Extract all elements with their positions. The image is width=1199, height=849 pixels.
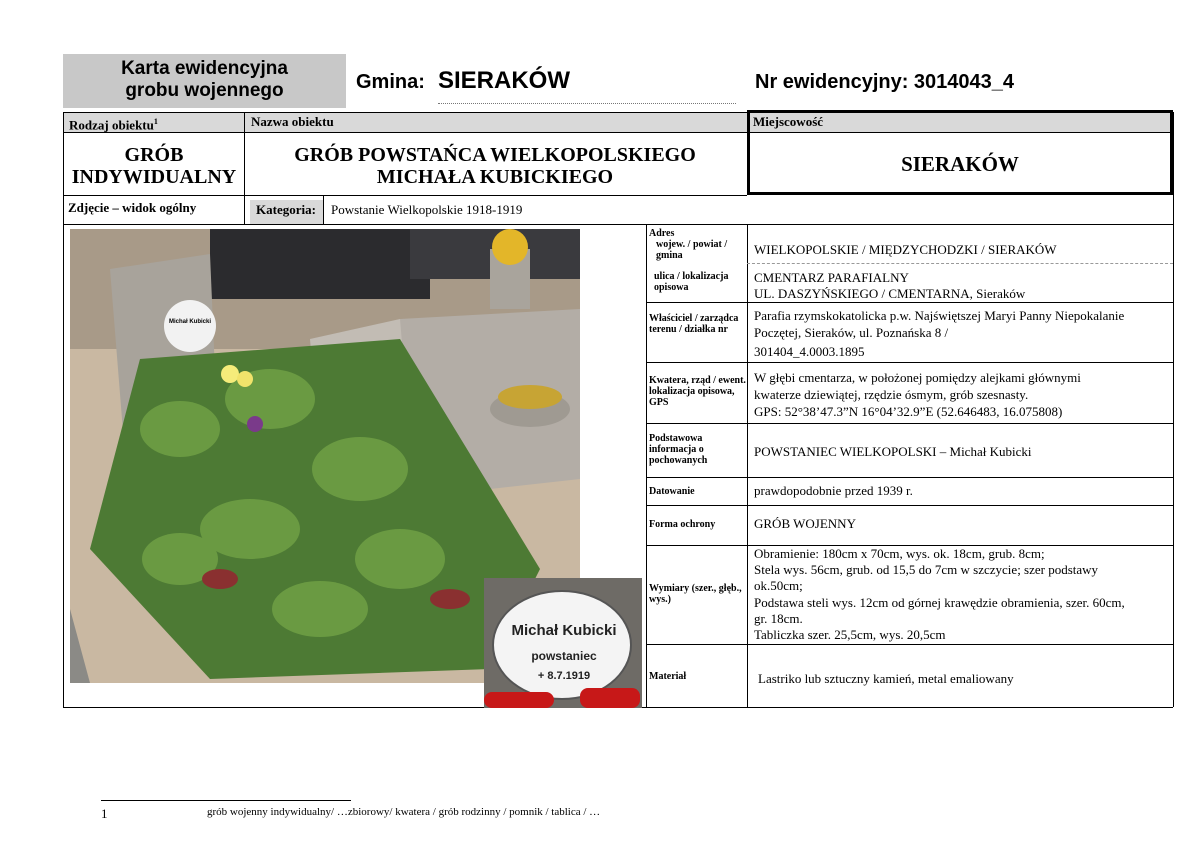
footnote-text: grób wojenny indywidualny/ …zbiorowy/ kwatera / grób rodzinny / pomnik / tablica / … bbox=[207, 806, 601, 818]
plaque-date: + 8.7.1919 bbox=[537, 670, 591, 682]
datowanie-value: prawdopodobnie przed 1939 r. bbox=[754, 483, 913, 498]
rule bbox=[1173, 112, 1174, 707]
gmina-underline bbox=[438, 103, 736, 104]
rodzaj-label-text: Rodzaj obiektu bbox=[69, 117, 154, 133]
miejscowosc-value: SIERAKÓW bbox=[901, 152, 1019, 176]
rodzaj-value-line1: GRÓB bbox=[124, 144, 184, 166]
red-ribbon bbox=[484, 692, 554, 708]
wymiary-label: Wymiary (szer., głęb., wys.) bbox=[649, 583, 742, 605]
rule bbox=[63, 112, 64, 707]
kwatera-value-line1: W głębi cmentarza, w położonej pomiędzy alejkami głównymi bbox=[754, 370, 1081, 385]
podstawowa-label: Podstawowa informacja o pochowanych bbox=[649, 433, 708, 466]
material-label: Materiał bbox=[649, 671, 687, 682]
wojewodztwo-value: WIELKOPOLSKIE / MIĘDZYCHODZKI / SIERAKÓW bbox=[754, 242, 1057, 257]
plaque-oval bbox=[492, 590, 632, 700]
nazwa-value-line1: GRÓB POWSTAŃCA WIELKOPOLSKIEGO bbox=[294, 144, 696, 166]
footnote-rule bbox=[101, 800, 351, 801]
kwatera-label: Kwatera, rząd / ewent. lokalizacja opisowa, GPS bbox=[649, 375, 746, 408]
ulica-value-line2: UL. DASZYŃSKIEGO / CMENTARNA, Sieraków bbox=[754, 286, 1026, 301]
footnote-ref: 1 bbox=[153, 117, 158, 126]
gmina-label: Gmina: bbox=[356, 71, 425, 93]
wojewodztwo-label: wojew. / powiat / gmina bbox=[656, 239, 728, 261]
rodzaj-value bbox=[64, 144, 244, 188]
wymiary-value-line2: Stela wys. 56cm, grub. od 15,5 do 7cm w szczycie; szer podstawy bbox=[754, 562, 1099, 577]
wymiary-value-line3: ok.50cm; bbox=[754, 578, 803, 593]
red-ribbon bbox=[580, 688, 640, 708]
ulica-value-line1: CMENTARZ PARAFIALNY bbox=[754, 270, 909, 285]
card-title-line1: Karta ewidencyjna bbox=[121, 58, 288, 79]
wlasciciel-label: Właściciel / zarządca terenu / działka nr bbox=[649, 313, 739, 335]
kwatera-value-line2: kwaterze dziewiątej, rzędzie ósmym, grób szesnasty. bbox=[754, 387, 1029, 402]
wlasciciel-value-line3: 301404_4.0003.1895 bbox=[754, 344, 865, 359]
plaque-role: powstaniec bbox=[531, 649, 597, 663]
wlasciciel-value-line2: Poczętej, Sieraków, ul. Poznańska 8 / bbox=[754, 325, 949, 340]
miejscowosc-label: Miejscowość bbox=[753, 114, 824, 129]
ulica-label: ulica / lokalizacja opisowa bbox=[654, 271, 729, 293]
rule bbox=[63, 195, 747, 196]
plaque-name: Michał Kubicki bbox=[511, 622, 617, 639]
nazwa-label: Nazwa obiektu bbox=[251, 114, 334, 129]
rule bbox=[323, 196, 324, 224]
zdjecie-label: Zdjęcie – widok ogólny bbox=[68, 200, 197, 215]
forma-value: GRÓB WOJENNY bbox=[754, 516, 856, 531]
podstawowa-value: POWSTANIEC WIELKOPOLSKI – Michał Kubicki bbox=[754, 444, 1032, 459]
nazwa-value-line2: MICHAŁA KUBICKIEGO bbox=[376, 166, 614, 188]
forma-label: Forma ochrony bbox=[649, 519, 716, 530]
nazwa-value bbox=[245, 144, 745, 188]
datowanie-label: Datowanie bbox=[649, 486, 695, 497]
rodzaj-value-line2: INDYWIDUALNY bbox=[71, 166, 237, 188]
plaque-photo bbox=[484, 578, 642, 708]
wymiary-value-line1: Obramienie: 180cm x 70cm, wys. ok. 18cm, grub. 8cm; bbox=[754, 546, 1045, 561]
card-title-line2: grobu wojennego bbox=[125, 80, 284, 101]
wymiary-value-line4: Podstawa steli wys. 12cm od górnej krawędzie obramienia, szer. 60cm, bbox=[754, 595, 1125, 610]
material-value: Lastriko lub sztuczny kamień, metal emaliowany bbox=[758, 671, 1014, 686]
kategoria-value: Powstanie Wielkopolskie 1918-1919 bbox=[331, 202, 523, 217]
adres-label: Adres bbox=[649, 228, 675, 239]
wymiary-value-line6: Tabliczka szer. 25,5cm, wys. 20,5cm bbox=[754, 627, 946, 642]
footnote-number: 1 bbox=[101, 806, 108, 821]
gps-value: GPS: 52°38’47.3”N 16°04’32.9”E (52.646483, 16.075808) bbox=[754, 404, 1063, 419]
card-title bbox=[63, 54, 346, 108]
info-table bbox=[646, 225, 1173, 707]
registry-number: Nr ewidencyjny: 3014043_4 bbox=[755, 71, 1015, 93]
wlasciciel-value-line1: Parafia rzymskokatolicka p.w. Najświętszej Maryi Panny Niepokalanie bbox=[754, 308, 1125, 323]
stone-plaque-text: Michał Kubicki bbox=[168, 319, 211, 325]
kategoria-label: Kategoria: bbox=[256, 202, 316, 217]
gmina-value: SIERAKÓW bbox=[438, 67, 570, 94]
wymiary-value-line5: gr. 18cm. bbox=[754, 611, 803, 626]
